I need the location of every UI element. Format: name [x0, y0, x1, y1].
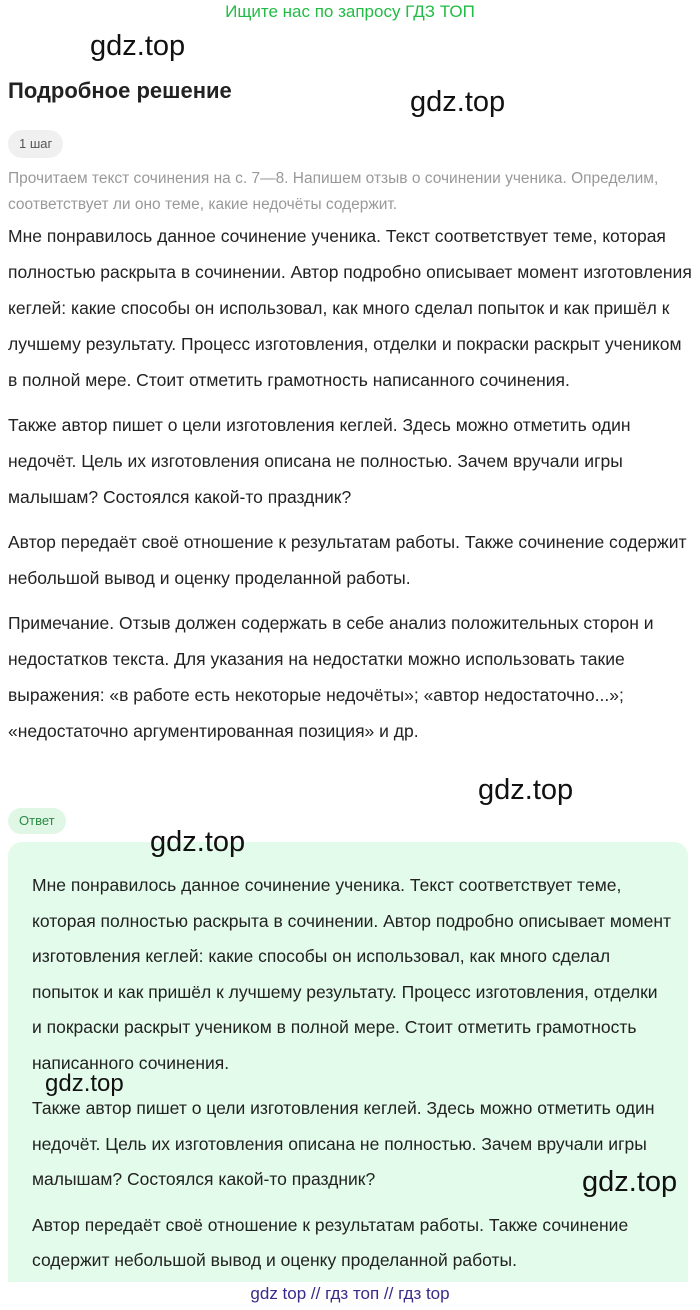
answer-paragraph: Автор передаёт своё отношение к результатам работы. Также сочинение содержит небольшой вывод и оценку проделанной работы.	[32, 1214, 629, 1270]
answer-paragraph: Также автор пишет о цели изготовления кеглей. Здесь можно отметить один недочёт. Цель их изготовления описана не полностью. Зачем вручали игры малышам? Состоялся какой-то праздник?	[32, 1098, 655, 1189]
watermark-logo: gdz.top	[150, 826, 246, 858]
task-description: Прочитаем текст сочинения на с. 7—8. Напишем отзыв о сочинении ученика. Определим, соответствует ли оно теме, какие недочёты содержит.	[8, 170, 659, 213]
watermark-logo: gdz.top	[582, 1166, 678, 1198]
top-banner: Ищите нас по запросу ГДЗ ТОП	[225, 2, 475, 21]
answer-paragraph: Мне понравилось данное сочинение ученика. Текст соответствует теме, которая полностью раскрыта в сочинении. Автор подробно описывает момент изготовления кеглей: какие способы он использовал, как много сделал попыток и как пришёл к лучшему результату. Процесс изготовления, отделки и покраски раскрыт учеником в полной мере. Стоит отметить грамотность написанного сочинения.	[32, 875, 672, 1073]
answer-text	[32, 868, 672, 1289]
solution-paragraph: Примечание. Отзыв должен содержать в себе анализ положительных сторон и недостатков текста. Для указания на недостатки можно использовать такие выражения: «в работе есть некоторые недочёты»; «автор недостаточно...»; «недостаточно аргументированная позиция» и др.	[8, 613, 654, 741]
watermark-logo: gdz.top	[45, 1070, 124, 1097]
watermark-logo: gdz.top	[478, 774, 574, 806]
watermark-logo: gdz.top	[90, 30, 186, 62]
solution-paragraph: Также автор пишет о цели изготовления кеглей. Здесь можно отметить один недочёт. Цель их изготовления описана не полностью. Зачем вручали игры малышам? Состоялся какой-то праздник?	[8, 415, 631, 507]
footer-links[interactable]: gdz top // гдз топ // гдз top	[250, 1284, 450, 1303]
solution-text	[8, 218, 692, 758]
step-badge: 1 шаг	[8, 130, 63, 158]
watermark-logo: gdz.top	[410, 86, 506, 118]
solution-paragraph: Мне понравилось данное сочинение ученика. Текст соответствует теме, которая полностью раскрыта в сочинении. Автор подробно описывает момент изготовления кеглей: какие способы он использовал, как много сделал попыток и как пришёл к лучшему результату. Процесс изготовления, отделки и покраски раскрыт учеником в полной мере. Стоит отметить грамотность написанного сочинения.	[8, 226, 692, 390]
solution-paragraph: Автор передаёт своё отношение к результатам работы. Также сочинение содержит небольшой вывод и оценку проделанной работы.	[8, 532, 687, 588]
answer-badge: Ответ	[8, 808, 66, 834]
page-title: Подробное решение	[8, 78, 232, 103]
